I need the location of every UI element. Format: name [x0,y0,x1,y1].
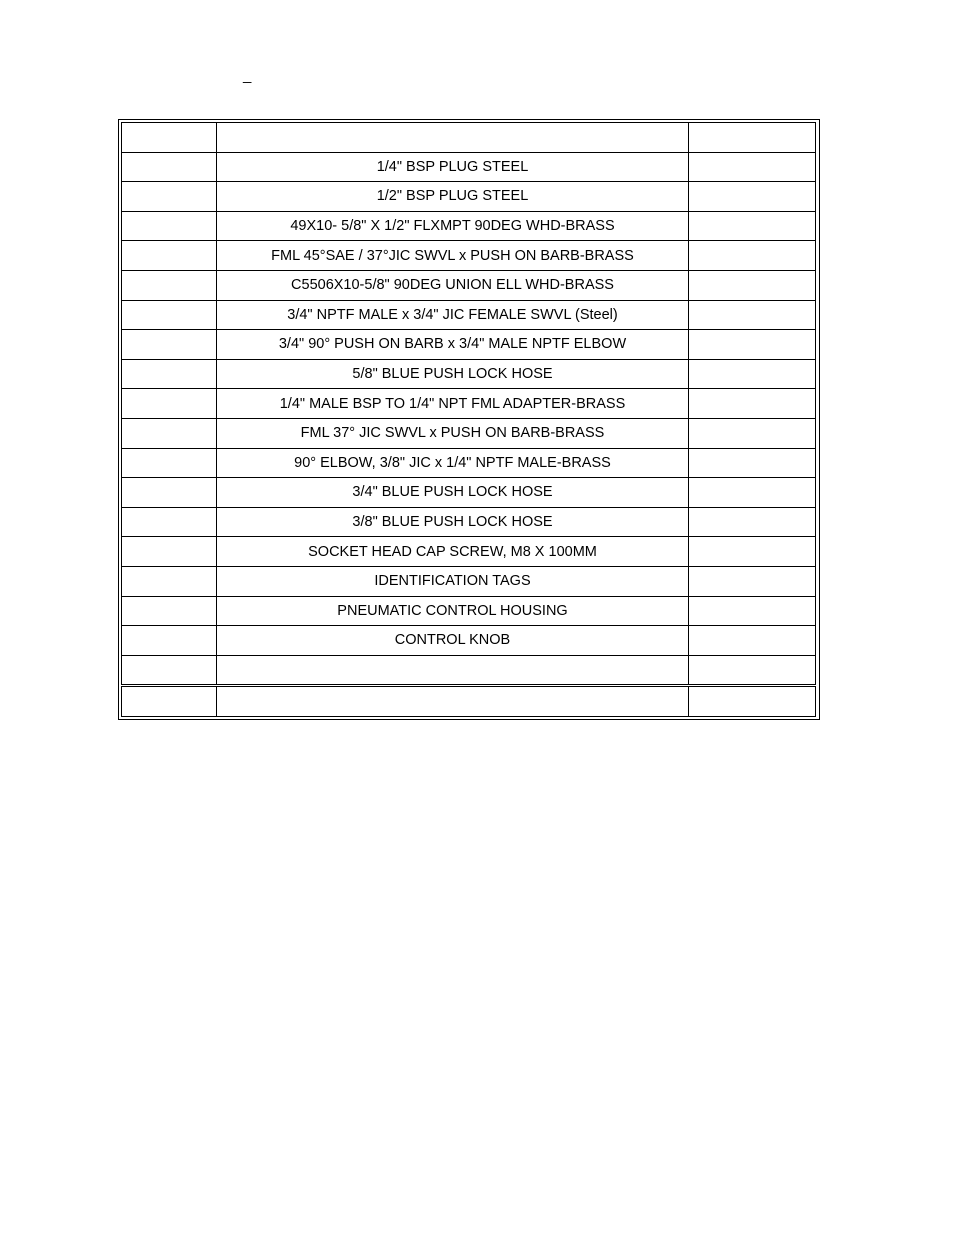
table-row [122,152,816,182]
qty-cell [689,241,816,271]
item-cell [122,537,217,567]
total-description-cell [217,686,689,717]
qty-cell [689,537,816,567]
qty-cell [689,211,816,241]
item-cell [122,241,217,271]
description-cell: IDENTIFICATION TAGS [217,566,689,596]
qty-cell [689,566,816,596]
table-row [122,300,816,330]
qty-cell [689,359,816,389]
description-cell: 1/2" BSP PLUG STEEL [217,182,689,212]
qty-cell [689,655,816,686]
table-row [122,211,816,241]
item-cell [122,330,217,360]
qty-cell [689,626,816,656]
table-row [122,478,816,508]
header-cell-item [122,123,217,153]
table-row [122,241,816,271]
item-cell [122,211,217,241]
table-row [122,596,816,626]
description-cell: FML 37° JIC SWVL x PUSH ON BARB-BRASS [217,418,689,448]
item-cell [122,182,217,212]
qty-cell [689,596,816,626]
table-total-row [122,686,816,717]
table-row [122,566,816,596]
qty-cell [689,478,816,508]
description-cell: 1/4" MALE BSP TO 1/4" NPT FML ADAPTER-BRASS [217,389,689,419]
table-header-row [122,123,816,153]
item-cell [122,418,217,448]
qty-cell [689,418,816,448]
description-cell: FML 45°SAE / 37°JIC SWVL x PUSH ON BARB-BRASS [217,241,689,271]
table-row [122,537,816,567]
description-cell [217,655,689,686]
table-row [122,626,816,656]
qty-cell [689,448,816,478]
header-cell-qty [689,123,816,153]
qty-cell [689,389,816,419]
item-cell [122,596,217,626]
item-cell [122,389,217,419]
parts-table-body [122,123,816,717]
header-cell-description [217,123,689,153]
table-row [122,448,816,478]
item-cell [122,152,217,182]
item-cell [122,478,217,508]
description-cell: C5506X10-5/8" 90DEG UNION ELL WHD-BRASS [217,270,689,300]
item-cell [122,448,217,478]
description-cell: 5/8" BLUE PUSH LOCK HOSE [217,359,689,389]
qty-cell [689,152,816,182]
table-row [122,389,816,419]
item-cell [122,626,217,656]
item-cell [122,300,217,330]
description-cell: 90° ELBOW, 3/8" JIC x 1/4" NPTF MALE-BRASS [217,448,689,478]
qty-cell [689,270,816,300]
table-row [122,418,816,448]
table-row [122,655,816,686]
qty-cell [689,330,816,360]
total-item-cell [122,686,217,717]
description-cell: 3/4" 90° PUSH ON BARB x 3/4" MALE NPTF ELBOW [217,330,689,360]
item-cell [122,566,217,596]
parts-table-frame [118,119,820,720]
description-cell: CONTROL KNOB [217,626,689,656]
description-cell: SOCKET HEAD CAP SCREW, M8 X 100MM [217,537,689,567]
parts-table [121,122,816,717]
item-cell [122,507,217,537]
description-cell: 3/4" NPTF MALE x 3/4" JIC FEMALE SWVL (Steel) [217,300,689,330]
qty-cell [689,182,816,212]
table-row [122,330,816,360]
item-cell [122,359,217,389]
table-row [122,270,816,300]
table-row [122,507,816,537]
qty-cell [689,300,816,330]
description-cell: 3/4" BLUE PUSH LOCK HOSE [217,478,689,508]
description-cell: 49X10- 5/8" X 1/2" FLXMPT 90DEG WHD-BRASS [217,211,689,241]
description-cell: 3/8" BLUE PUSH LOCK HOSE [217,507,689,537]
description-cell: 1/4" BSP PLUG STEEL [217,152,689,182]
description-cell: PNEUMATIC CONTROL HOUSING [217,596,689,626]
qty-cell [689,507,816,537]
header-dash: _ [243,67,252,84]
table-row [122,182,816,212]
item-cell [122,655,217,686]
item-cell [122,270,217,300]
total-qty-cell [689,686,816,717]
table-row [122,359,816,389]
